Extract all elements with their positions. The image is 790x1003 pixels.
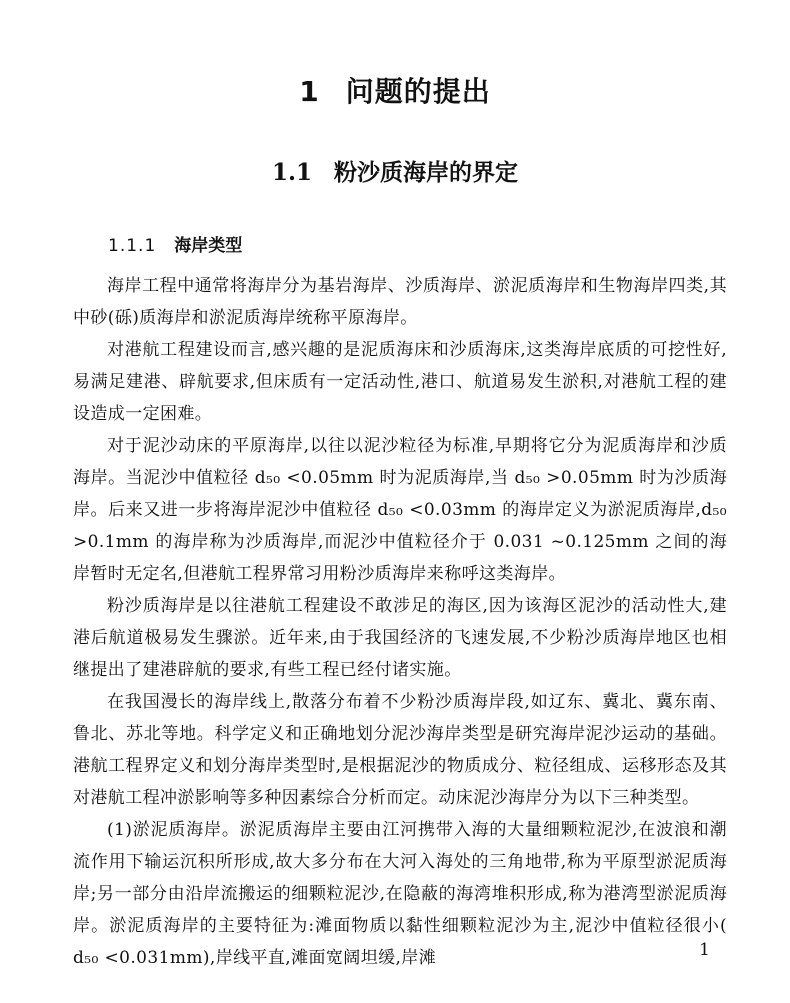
section-title — [0, 154, 790, 187]
paragraph: 在我国漫长的海岸线上,散落分布着不少粉沙质海岸段,如辽东、冀北、冀东南、鲁北、苏北等地。科学定义和正确地划分泥沙海岸类型是研究海岸泥沙运动的基础。港航工程界定义和划分海岸类型时,是根据泥沙的物质成分、粒径组成、运移形态及其对港航工程冲淤影响等多种因素综合分析而定。动床泥沙海岸分为以下三种类型。 — [73, 692, 727, 808]
subsection-title-text: 海岸类型 — [174, 236, 243, 256]
page-number: 1 — [699, 940, 710, 960]
paragraph: 对于泥沙动床的平原海岸,以往以泥沙粒径为标准,早期将它分为泥质海岸和沙质海岸。当泥沙中值粒径 d₅₀ <0.05mm 时为泥质海岸,当 d₅₀ >0.05mm 时为沙质海岸。后来又进一步将海岸泥沙中值粒径 d₅₀ <0.03mm 的海岸定义为淤泥质海岸,d₅₀ >0.1mm 的海岸称为沙质海岸,而泥沙中值粒径介于 0.031 ~0.125mm 之间的海岸暂时无定名,但港航工程界常习用粉沙质海岸来称呼这类海岸。 — [73, 436, 727, 584]
chapter-title-text: 问题的提出 — [345, 75, 491, 108]
subsection-title — [108, 231, 242, 256]
chapter-number: 1 — [299, 75, 320, 108]
paragraph: (1)淤泥质海岸。淤泥质海岸主要由江河携带入海的大量细颗粒泥沙,在波浪和潮流作用下输运沉积所形成,故大多分布在大河入海处的三角地带,称为平原型淤泥质海岸;另一部分由沿岸流搬运的细颗粒泥沙,在隐蔽的海湾堆积形成,称为港湾型淤泥质海岸。淤泥质海岸的主要特征为:滩面物质以黏性细颗粒泥沙为主,泥沙中值粒径很小( d₅₀ <0.031mm),岸线平直,滩面宽阔坦缓,岸滩 — [73, 820, 727, 968]
paragraph: 粉沙质海岸是以往港航工程建设不敢涉足的海区,因为该海区泥沙的活动性大,建港后航道极易发生骤淤。近年来,由于我国经济的飞速发展,不少粉沙质海岸地区也相继提出了建港辟航的要求,有些工程已经付诸实施。 — [73, 596, 727, 680]
body-text — [73, 270, 727, 974]
section-number: 1.1 — [271, 159, 312, 186]
paragraph: 海岸工程中通常将海岸分为基岩海岸、沙质海岸、淤泥质海岸和生物海岸四类,其中砂(砾)质海岸和淤泥质海岸统称平原海岸。 — [73, 276, 727, 328]
subsection-number: 1.1.1 — [108, 236, 157, 256]
chapter-title — [0, 70, 790, 110]
paragraph: 对港航工程建设而言,感兴趣的是泥质海床和沙质海床,这类海岸底质的可挖性好,易满足建港、辟航要求,但床质有一定活动性,港口、航道易发生淤积,对港航工程的建设造成一定困难。 — [73, 340, 727, 424]
section-title-text: 粉沙质海岸的界定 — [334, 159, 518, 186]
